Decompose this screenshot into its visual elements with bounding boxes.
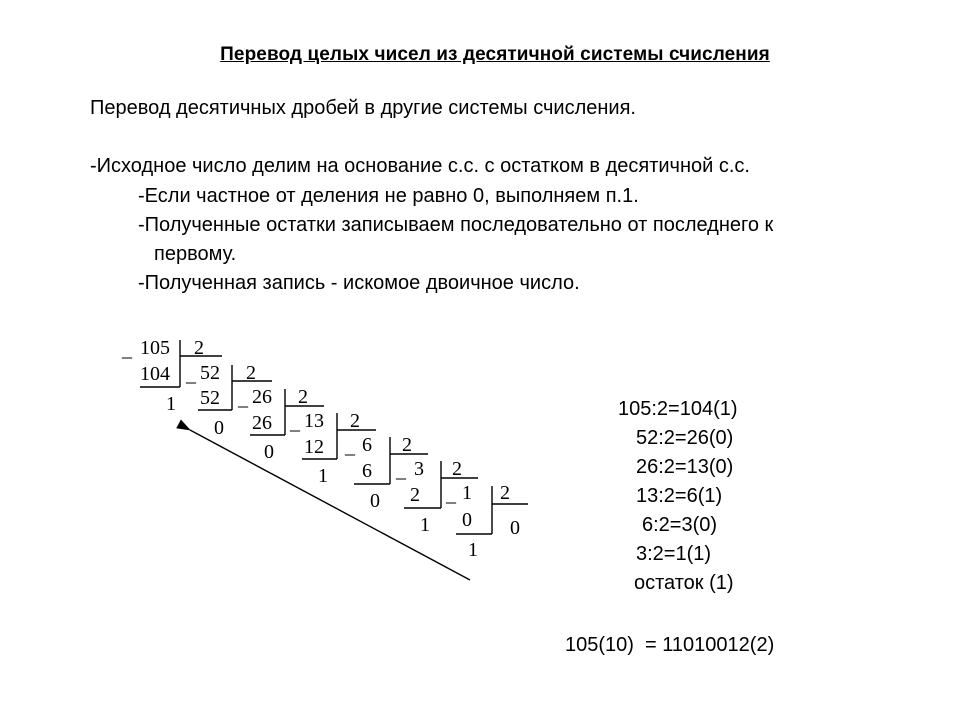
remainder: 0 [214,417,224,439]
step-line: 13:2=6(1) [636,485,723,507]
divisor: 2 [402,434,412,456]
division-lines [140,340,528,534]
dividend: 1 [462,482,472,504]
step-line: 52:2=26(0) [636,427,734,449]
subtrahend: 26 [252,412,272,434]
remainder: 1 [420,514,430,536]
minus-sign: _ [396,460,406,482]
final-quotient: 0 [510,517,520,539]
divisor: 2 [194,337,204,359]
subtitle: Перевод десятичных дробей в другие системы счисления. [90,97,636,119]
rule-1: -Исходное число делим на основание с.с. с остатком в десятичной с.с. [90,155,750,177]
reading-direction-arrow [190,430,470,580]
step-line: 26:2=13(0) [636,456,734,478]
step-line: 6:2=3(0) [642,514,718,536]
subtrahend: 52 [200,387,220,409]
divisor: 2 [452,458,462,480]
divisor: 2 [500,482,510,504]
step-line: 105:2=104(1) [618,398,738,420]
divisor: 2 [298,386,308,408]
remainder: 1 [166,393,176,415]
remainder: 1 [468,539,478,561]
result-equation: 105(10) = 11010012(2) [565,634,775,656]
subtrahend: 12 [304,436,324,458]
remainder: 1 [318,465,328,487]
dividend: 52 [200,362,220,384]
minus-sign: _ [290,412,300,434]
subtrahend: 104 [140,363,170,385]
step-line: 3:2=1(1) [636,543,712,565]
minus-sign: _ [238,388,248,410]
rule-3-continuation: первому. [154,243,237,265]
subtrahend: 2 [410,484,420,506]
minus-sign: _ [345,436,355,458]
dividend: 105 [140,337,170,359]
dividend: 13 [304,410,324,432]
minus-sign: _ [446,484,456,506]
dividend: 26 [252,386,272,408]
dividend: 6 [362,434,372,456]
remainder: 0 [370,490,380,512]
remainder: 0 [264,441,274,463]
subtrahend: 6 [362,460,372,482]
step-line: остаток (1) [634,572,734,594]
minus-sign: _ [186,364,196,386]
rule-2: -Если частное от деления не равно 0, выполняем п.1. [138,185,639,207]
rule-3: -Полученные остатки записываем последовательно от последнего к [138,214,774,236]
dividend: 3 [414,458,424,480]
divisor: 2 [350,410,360,432]
minus-sign: _ [122,339,132,361]
subtrahend: 0 [462,509,472,531]
divisor: 2 [246,362,256,384]
rule-4: -Полученная запись - искомое двоичное число. [138,272,580,294]
slide-title: Перевод целых чисел из десятичной системы счисления [220,44,770,65]
